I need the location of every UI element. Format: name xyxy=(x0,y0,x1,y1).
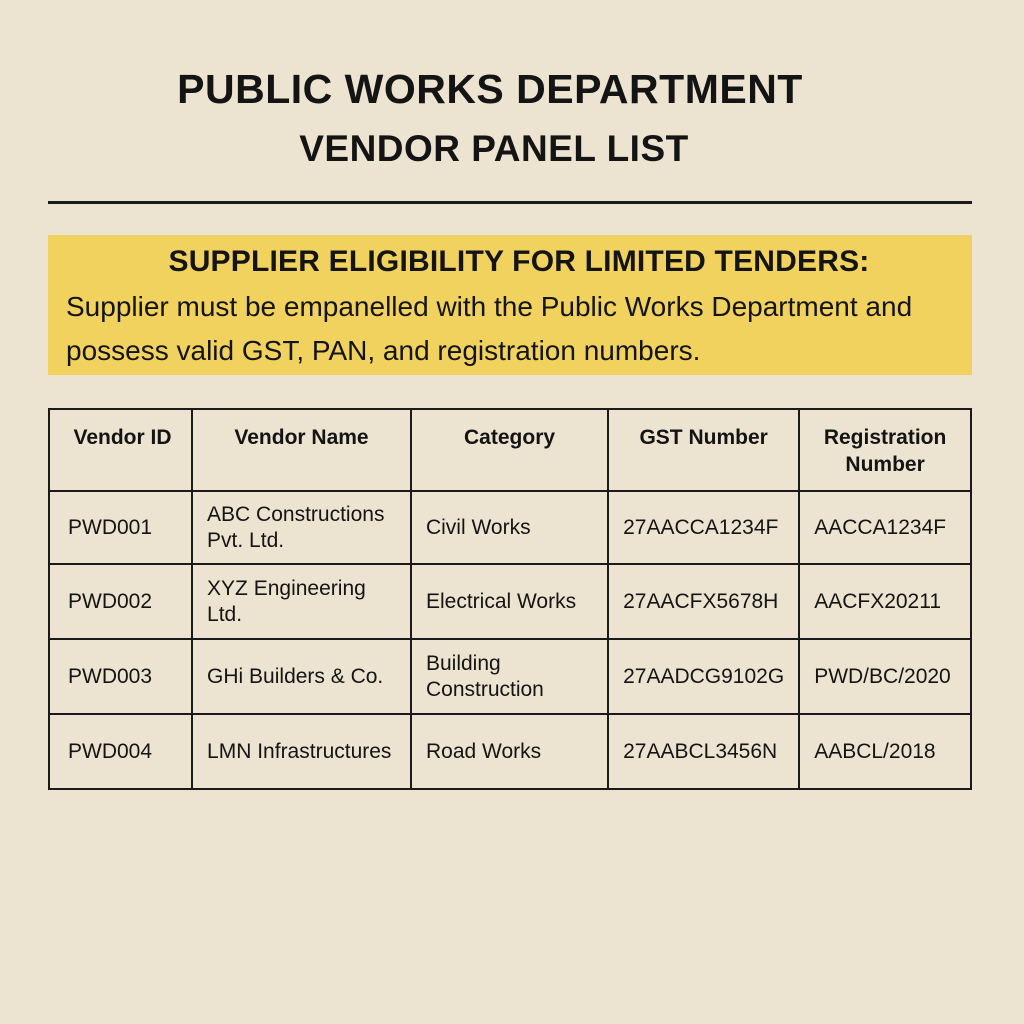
vendor-id-cell: PWD002 xyxy=(49,564,192,639)
vendor-name-cell: ABC Constructions Pvt. Ltd. xyxy=(192,491,411,564)
table-row xyxy=(49,639,971,714)
title-divider xyxy=(48,201,972,204)
vendor-id-cell: PWD001 xyxy=(49,491,192,564)
category-cell: Road Works xyxy=(411,714,608,789)
column-header-vendor-id: Vendor ID xyxy=(49,409,192,491)
gst-number-cell: 27AACFX5678H xyxy=(608,564,799,639)
vendor-name-cell: LMN Infrastructures xyxy=(192,714,411,789)
table-row xyxy=(49,714,971,789)
category-cell: Building Construction xyxy=(411,639,608,714)
column-header-gst-number: GST Number xyxy=(608,409,799,491)
vendor-id-cell: PWD003 xyxy=(49,639,192,714)
registration-number-cell: AACCA1234F xyxy=(799,491,971,564)
gst-number-cell: 27AACCA1234F xyxy=(608,491,799,564)
eligibility-heading: SUPPLIER ELIGIBILITY FOR LIMITED TENDERS: xyxy=(168,245,870,278)
table-row xyxy=(49,564,971,639)
vendor-table xyxy=(48,408,972,790)
vendor-name-cell: GHi Builders & Co. xyxy=(192,639,411,714)
registration-number-cell: AABCL/2018 xyxy=(799,714,971,789)
department-title: PUBLIC WORKS DEPARTMENT xyxy=(177,66,803,112)
gst-number-cell: 27AADCG9102G xyxy=(608,639,799,714)
registration-number-cell: PWD/BC/2020 xyxy=(799,639,971,714)
table-row xyxy=(49,491,971,564)
vendor-name-cell: XYZ Engineering Ltd. xyxy=(192,564,411,639)
document-title: VENDOR PANEL LIST xyxy=(299,128,689,169)
registration-number-cell: AACFX20211 xyxy=(799,564,971,639)
eligibility-text: Supplier must be empanelled with the Public Works Department and possess valid GST, PAN, and registration numbers. xyxy=(66,291,913,366)
gst-number-cell: 27AABCL3456N xyxy=(608,714,799,789)
category-cell: Electrical Works xyxy=(411,564,608,639)
column-header-category: Category xyxy=(411,409,608,491)
vendor-id-cell: PWD004 xyxy=(49,714,192,789)
column-header-registration-number: Registration Number xyxy=(799,409,971,491)
table-header-row xyxy=(49,409,971,491)
eligibility-notice xyxy=(48,235,972,375)
column-header-vendor-name: Vendor Name xyxy=(192,409,411,491)
category-cell: Civil Works xyxy=(411,491,608,564)
